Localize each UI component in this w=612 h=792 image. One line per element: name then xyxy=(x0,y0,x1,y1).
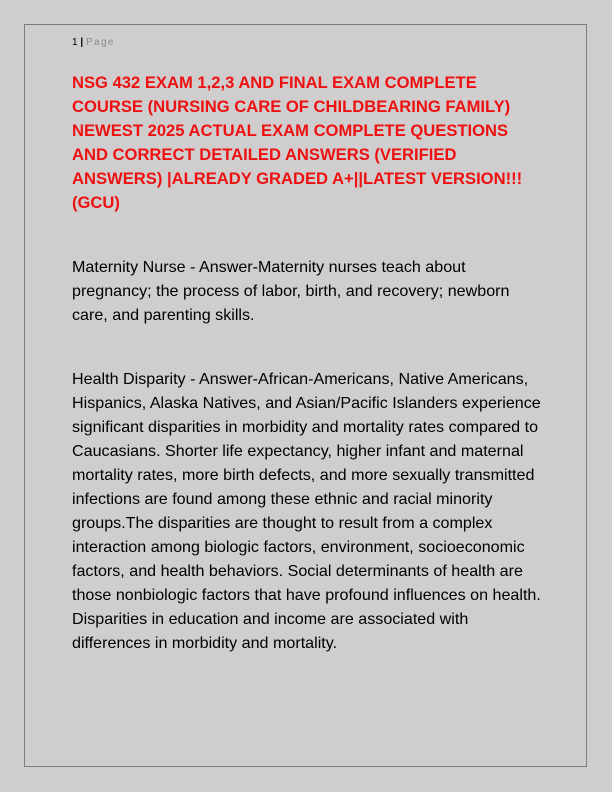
page-separator: | xyxy=(80,37,84,48)
document-title: NSG 432 EXAM 1,2,3 AND FINAL EXAM COMPLETE COURSE (NURSING CARE OF CHILDBEARING FAMILY) NEWEST 2025 ACTUAL EXAM COMPLETE QUESTIONS AND CORRECT DETAILED ANSWERS (VERIFIED ANSWERS) |ALREADY GRADED A+||LATEST VERSION!!!(GCU) xyxy=(72,73,523,212)
page-number-header xyxy=(72,36,115,50)
page-number: 1 xyxy=(72,37,78,48)
entry-health-disparity: Health Disparity - Answer-African-Americans, Native Americans, Hispanics, Alaska Natives, and Asian/Pacific Islanders experience significant disparities in morbidity and mortality rates compared to Caucasians. Shorter life expectancy, higher infant and maternal mortality rates, more birth defects, and more sexually transmitted infections are found among these ethnic and racial minority groups.The disparities are thought to result from a complex interaction among biologic factors, environment, socioeconomic factors, and health behaviors. Social determinants of health are those nonbiologic factors that have profound influences on health. Disparities in education and income are associated with differences in morbidity and mortality. xyxy=(72,370,541,652)
page-label: Page xyxy=(85,37,115,48)
entry-maternity-nurse: Maternity Nurse - Answer-Maternity nurses teach about pregnancy; the process of labor, birth, and recovery; newborn care, and parenting skills. xyxy=(72,258,510,324)
